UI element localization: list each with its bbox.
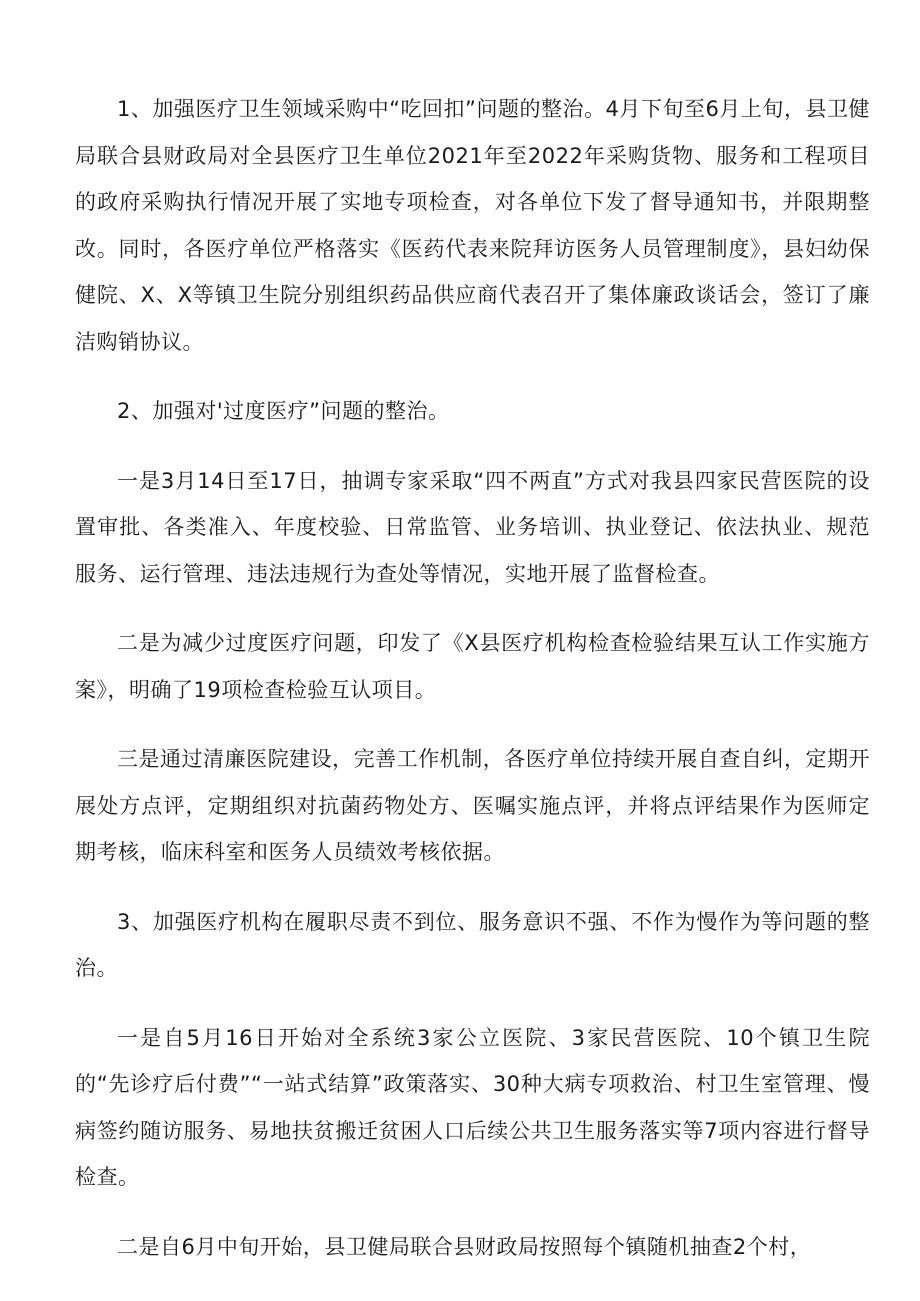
document-body: [75, 86, 870, 1270]
paragraph-procurement-kickbacks: 1、加强医疗卫生领域采购中“吃回扣”问题的整治。4月下旬至6月上旬，县卫健局联合县财政局对全县医疗卫生单位2021年至2022年采购货物、服务和工程项目的政府采购执行情况开展了实地专项检查，对各单位下发了督导通知书，并限期整改。同时，各医疗单位严格落实《医药代表来院拜访医务人员管理制度》，县妇幼保健院、X、X等镇卫生院分别组织药品供应商代表召开了集体廉政谈话会，签订了廉洁购销协议。: [75, 97, 870, 354]
paragraph-village-spot-check: 二是自6月中旬开始，县卫健局联合县财政局按照每个镇随机抽查2个村，: [117, 1234, 812, 1259]
paragraph-duty-performance-heading: 3、加强医疗机构在履职尽责不到位、服务意识不强、不作为慢作为等问题的整治。: [75, 909, 870, 980]
paragraph-mutual-recognition-plan: 二是为减少过度医疗问题，印发了《X县医疗机构检查检验结果互认工作实施方案》，明确了19项检查检验互认项目。: [75, 631, 870, 702]
paragraph-overtreatment-heading: 2、加强对'过度医疗”问题的整治。: [117, 399, 450, 423]
paragraph-supervision-inspection: 一是自5月16日开始对全系统3家公立医院、3家民营医院、10个镇卫生院的“先诊疗后付费”“一站式结算”政策落实、30种大病专项救治、村卫生室管理、慢病签约随访服务、易地扶贫搬迁贫困人口后续公共卫生服务落实等7项内容进行督导检查。: [75, 1025, 870, 1189]
paragraph-private-hospital-inspection: 一是3月14日至17日，抽调专家采取“四不两直”方式对我县四家民营医院的设置审批、各类准入、年度校验、日常监管、业务培训、执业登记、依法执业、规范服务、运行管理、违法违规行为查处等情况，实地开展了监督检查。: [75, 468, 870, 586]
paragraph-clean-hospital-building: 三是通过清廉医院建设，完善工作机制，各医疗单位持续开展自查自纠，定期开展处方点评，定期组织对抗菌药物处方、医嘱实施点评，并将点评结果作为医师定期考核，临床科室和医务人员绩效考核依据。: [75, 747, 870, 864]
